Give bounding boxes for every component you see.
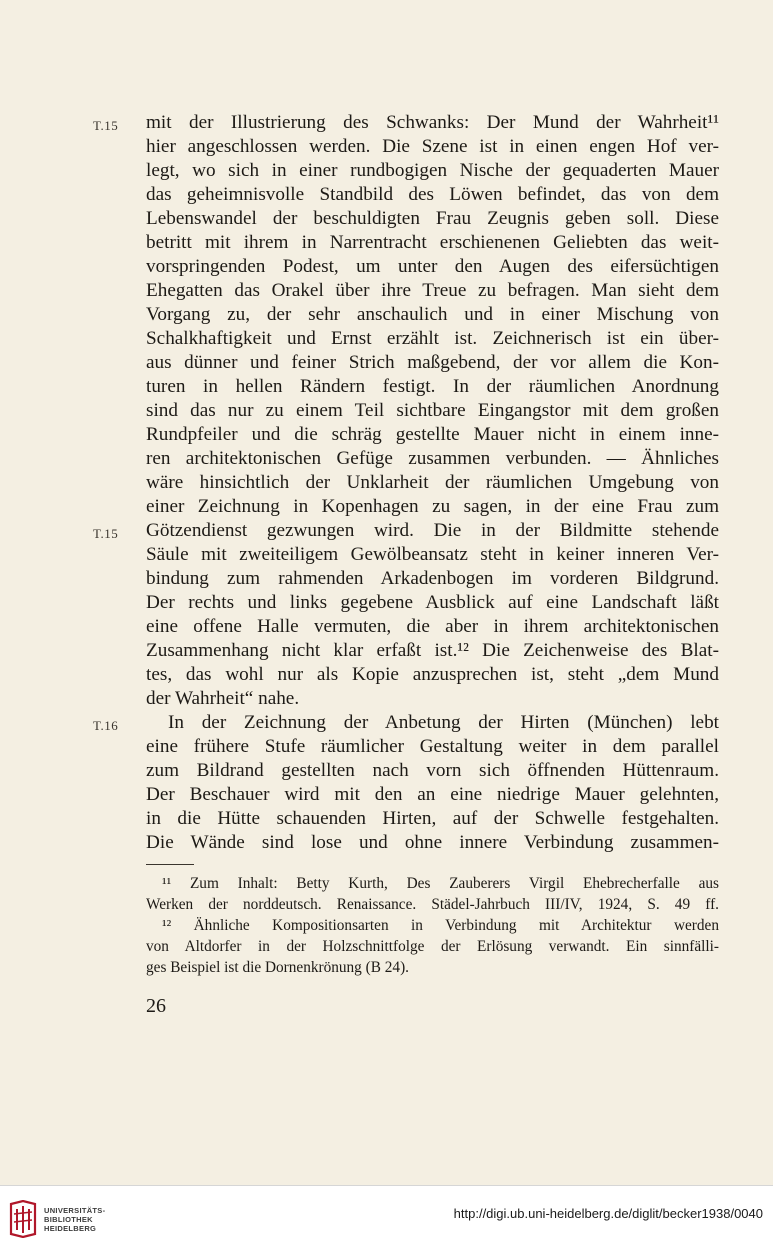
body-line: legt, wo sich in einer rundbogigen Nische der gequaderten Mauer	[146, 160, 719, 181]
body-line: das geheimnisvolle Standbild des Löwen befindet, das von dem	[146, 184, 719, 205]
body-line: betritt mit ihrem in Narrentracht erschienenen Geliebten das weit-	[146, 232, 719, 253]
body-line: mit der Illustrierung des Schwanks: Der Mund der Wahrheit¹¹	[146, 112, 719, 133]
body-line: Götzendienst gezwungen wird. Die in der Bildmitte stehende	[146, 520, 719, 541]
library-logo-text	[44, 1206, 105, 1233]
body-line: vorspringenden Podest, um unter den Augen des eifersüchtigen	[146, 256, 719, 277]
body-line: sind das nur zu einem Teil sichtbare Eingangstor mit dem großen	[146, 400, 719, 421]
body-line: der Wahrheit“ nahe.	[146, 688, 300, 709]
footnote-line: Werken der norddeutsch. Renaissance. Städel-Jahrbuch III/IV, 1924, S. 49 ff.	[146, 896, 719, 913]
body-line: wäre hinsichtlich der Unklarheit der räumlichen Umgebung von	[146, 472, 719, 493]
body-line: Die Wände sind lose und ohne innere Verbindung zusammen-	[146, 832, 719, 853]
body-line: Lebenswandel der beschuldigten Frau Zeugnis geben soll. Diese	[146, 208, 719, 229]
body-line: Schalkhaftigkeit und Ernst erzählt ist. Zeichnerisch ist ein über-	[146, 328, 719, 349]
body-line: zum Bildrand gestellten nach vorn sich öffnenden Hüttenraum.	[146, 760, 719, 781]
footnote-line: ¹¹ Zum Inhalt: Betty Kurth, Des Zauberers Virgil Ehebrecherfalle aus	[162, 875, 719, 892]
body-line: Rundpfeiler und die schräg gestellte Mauer nicht in einem inne-	[146, 424, 719, 445]
body-line: turen in hellen Rändern festigt. In der räumlichen Anordnung	[146, 376, 719, 397]
margin-note-plate: T.15	[93, 118, 119, 133]
body-line: Der Beschauer wird mit den an eine niedrige Mauer gelehnten,	[146, 784, 719, 805]
margin-note-plate: T.15	[93, 526, 119, 541]
body-line: hier angeschlossen werden. Die Szene ist in einen engen Hof ver-	[146, 136, 719, 157]
body-line: Der rechts und links gegebene Ausblick auf eine Landschaft läßt	[146, 592, 719, 613]
footnote-divider	[146, 864, 194, 865]
body-line: eine frühere Stufe räumlicher Gestaltung weiter in dem parallel	[146, 736, 719, 757]
body-line: einer Zeichnung in Kopenhagen zu sagen, in der eine Frau zum	[146, 496, 719, 517]
body-line: tes, das wohl nur als Kopie anzusprechen ist, steht „dem Mund	[146, 664, 719, 685]
body-line: Ehegatten das Orakel über ihre Treue zu befragen. Man sieht dem	[146, 280, 719, 301]
logo-line: HEIDELBERG	[44, 1224, 97, 1233]
body-line: Vorgang zu, der sehr anschaulich und in einer Mischung von	[146, 304, 719, 325]
source-url-link[interactable]: http://digi.ub.uni-heidelberg.de/diglit/becker1938/0040	[453, 1206, 763, 1221]
body-line: bindung zum rahmenden Arkadenbogen im vorderen Bildgrund.	[146, 568, 719, 589]
page-number: 26	[146, 995, 166, 1017]
footnote-line: ¹² Ähnliche Kompositionsarten in Verbindung mit Architektur werden	[162, 917, 719, 934]
body-line: aus dünner und feiner Strich maßgebend, der vor allem die Kon-	[146, 352, 719, 373]
footnote-line: ges Beispiel ist die Dornenkrönung (B 24).	[146, 959, 409, 976]
body-line: ren architektonischen Gefüge zusammen verbunden. — Ähnliches	[146, 448, 719, 469]
body-line: in die Hütte schauenden Hirten, auf der Schwelle festgehalten.	[146, 808, 719, 829]
footnote-line: von Altdorfer in der Holzschnittfolge der Erlösung verwandt. Ein sinnfälli-	[146, 938, 719, 955]
margin-note-plate: T.16	[93, 718, 119, 733]
viewer-footer	[0, 1185, 773, 1248]
body-line: Zusammenhang nicht klar erfaßt ist.¹² Die Zeichenweise des Blat-	[146, 640, 719, 661]
body-line: In der Zeichnung der Anbetung der Hirten (München) lebt	[168, 712, 719, 733]
body-line: Säule mit zweiteiligem Gewölbeansatz steht in keiner inneren Ver-	[146, 544, 719, 565]
body-line: eine offene Halle vermuten, die aber in ihrem architektonischen	[146, 616, 719, 637]
logo-line: BIBLIOTHEK	[44, 1215, 93, 1224]
logo-line: UNIVERSITÄTS-	[44, 1206, 106, 1215]
library-logo-icon	[8, 1200, 38, 1242]
